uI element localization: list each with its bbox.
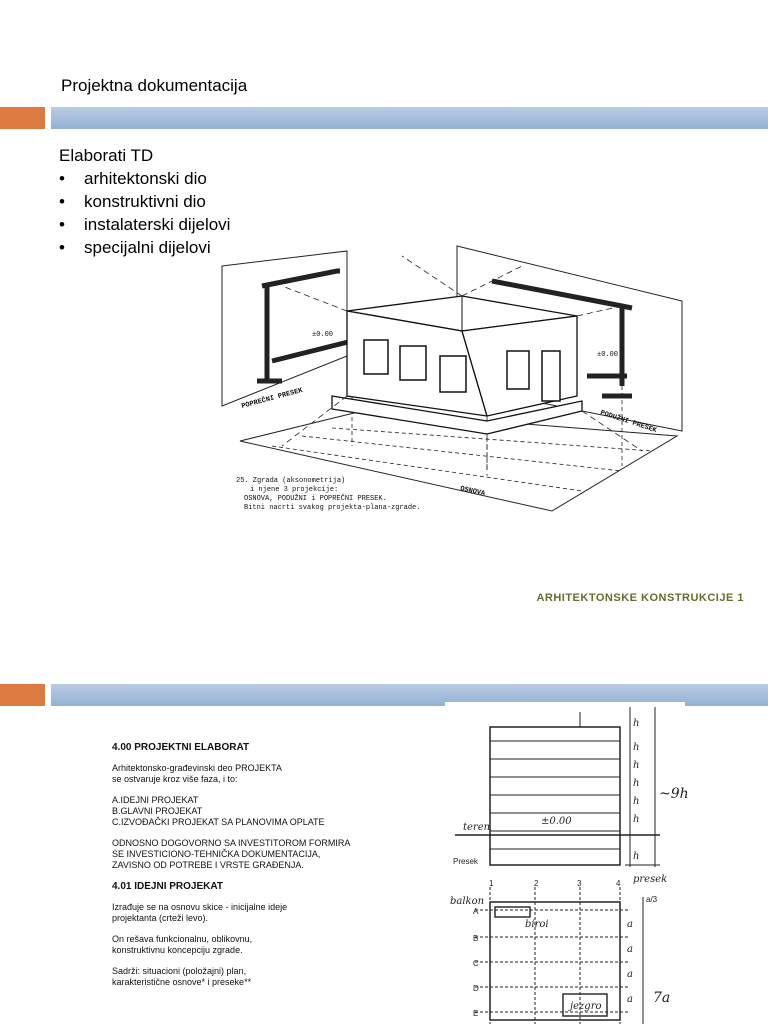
- text-line: konstruktivnu koncepciju zgrade.: [112, 945, 243, 955]
- paragraph: [112, 838, 362, 871]
- caption-line: OSNOVA, PODUŽNI i POPREČNI PRESEK.: [244, 495, 387, 503]
- phase-item: A.IDEJNI PROJEKAT: [112, 795, 199, 805]
- window: [440, 356, 466, 392]
- bullet-text: konstruktivni dio: [84, 192, 206, 211]
- scanned-text-page: [112, 710, 362, 1024]
- axis-letter: B: [473, 934, 479, 943]
- text-line: Sadrži: situacioni (položajni) plan,: [112, 966, 247, 976]
- paragraph: [112, 934, 362, 956]
- bay-fraction-label: a/3: [646, 895, 658, 904]
- cross-section-label: POPREČNI PRESEK: [240, 386, 304, 411]
- caption-line: i njene 3 projekcije:: [250, 486, 339, 494]
- bullet-marker: •: [59, 215, 65, 234]
- axis-letter: C: [473, 959, 479, 968]
- level-label: ±0.00: [541, 816, 572, 827]
- height-label: h: [633, 742, 640, 753]
- accent-bar-orange: [0, 684, 45, 706]
- section-label: Presek: [453, 857, 478, 866]
- bullet-marker: •: [59, 192, 65, 211]
- bullet-marker: •: [59, 169, 65, 188]
- phase-list: [112, 795, 362, 828]
- axis-letter: D: [473, 984, 479, 993]
- height-label: h: [633, 760, 640, 771]
- bay-label: a: [627, 919, 633, 930]
- height-label: h: [633, 718, 640, 729]
- text-line: Arhitektonsko-građevinski deo PROJEKTA: [112, 763, 282, 773]
- bullet-text: specijalni dijelovi: [84, 238, 211, 257]
- slide-title: Projektna dokumentacija: [61, 76, 248, 95]
- bullet-marker: •: [59, 238, 65, 257]
- bullet-item: [59, 236, 230, 259]
- axis-letter: A: [473, 907, 479, 916]
- bullet-text: instalaterski dijelovi: [84, 215, 231, 234]
- text-line: ODNOSNO DOGOVORNO SA INVESTITOROM FORMIRA: [112, 838, 351, 848]
- accent-bar-orange: [0, 107, 45, 129]
- bullet-item: [59, 167, 230, 190]
- core-label: jezgro: [570, 1001, 602, 1012]
- bay-label: a: [627, 969, 633, 980]
- bullet-list: [59, 167, 230, 259]
- height-label: h: [633, 778, 640, 789]
- slide-content: [59, 144, 230, 259]
- door: [542, 351, 560, 401]
- paragraph: [112, 763, 362, 785]
- axis-letter: E: [473, 1009, 479, 1018]
- paragraph: [112, 966, 362, 988]
- height-label: h: [633, 814, 640, 825]
- height-label: h: [633, 796, 640, 807]
- level-label: ±0.00: [597, 351, 619, 359]
- axis-number: 4: [616, 879, 621, 888]
- section-heading: 4.01 IDEJNI PROJEKAT: [112, 881, 223, 892]
- balcony-label: balkon: [450, 896, 485, 907]
- accent-bar-blue: [51, 107, 768, 129]
- hand-sketch-section-plan: [445, 702, 689, 1024]
- caption-line: 25. Zgrada (aksonometrija): [236, 477, 346, 485]
- section-heading: 4.00 PROJEKTNI ELABORAT: [112, 742, 250, 753]
- bullet-item: [59, 190, 230, 213]
- caption-line: Bitni nacrti svakog projekta-plana-zgrade.: [244, 504, 421, 512]
- footer-course-title: ARHITEKTONSKE KONSTRUKCIJE 1: [536, 592, 744, 604]
- total-width-label: 7a: [653, 990, 671, 1006]
- axis-number: 2: [534, 879, 539, 888]
- text-line: projektanta (crteži levo).: [112, 913, 209, 923]
- text-line: Izrađuje se na osnovu skice - inicijalne ideje: [112, 902, 288, 912]
- text-line: se ostvaruje kroz više faza, i to:: [112, 774, 238, 784]
- terrain-label: teren: [463, 822, 491, 833]
- bullet-text: arhitektonski dio: [84, 169, 207, 188]
- window: [364, 340, 388, 374]
- bullet-item: [59, 213, 230, 236]
- text-line: On rešava funkcionalnu, oblikovnu,: [112, 934, 253, 944]
- text-line: ZAVISNO OD POTREBE I VRSTE GRAĐENJA.: [112, 860, 304, 870]
- level-label: ±0.00: [312, 331, 334, 339]
- phase-item: B.GLAVNI PROJEKAT: [112, 806, 203, 816]
- height-label: h: [633, 851, 640, 862]
- longitudinal-section-label: PODUŽNI PRESEK: [599, 409, 658, 436]
- axonometric-building-drawing: [222, 236, 692, 531]
- text-line: karakteristične osnove* i preseke**: [112, 977, 252, 987]
- window: [400, 346, 426, 380]
- axis-number: 1: [489, 879, 494, 888]
- text-line: SE INVESTICIONO-TEHNIČKA DOKUMENTACIJA,: [112, 849, 321, 859]
- phase-item: C.IZVOĐAČKI PROJEKAT SA PLANOVIMA OPLATE: [112, 817, 325, 827]
- offices-label: biroi: [525, 919, 549, 930]
- window: [507, 351, 529, 389]
- total-height-label: ~9h: [659, 786, 689, 802]
- paragraph: [112, 902, 362, 924]
- bay-label: a: [627, 994, 633, 1005]
- axis-number: 3: [577, 879, 582, 888]
- section-mark-label: presek: [633, 874, 668, 885]
- plan-label: OSNOVA: [459, 485, 486, 499]
- content-heading: Elaborati TD: [59, 146, 154, 165]
- bay-label: a: [627, 944, 633, 955]
